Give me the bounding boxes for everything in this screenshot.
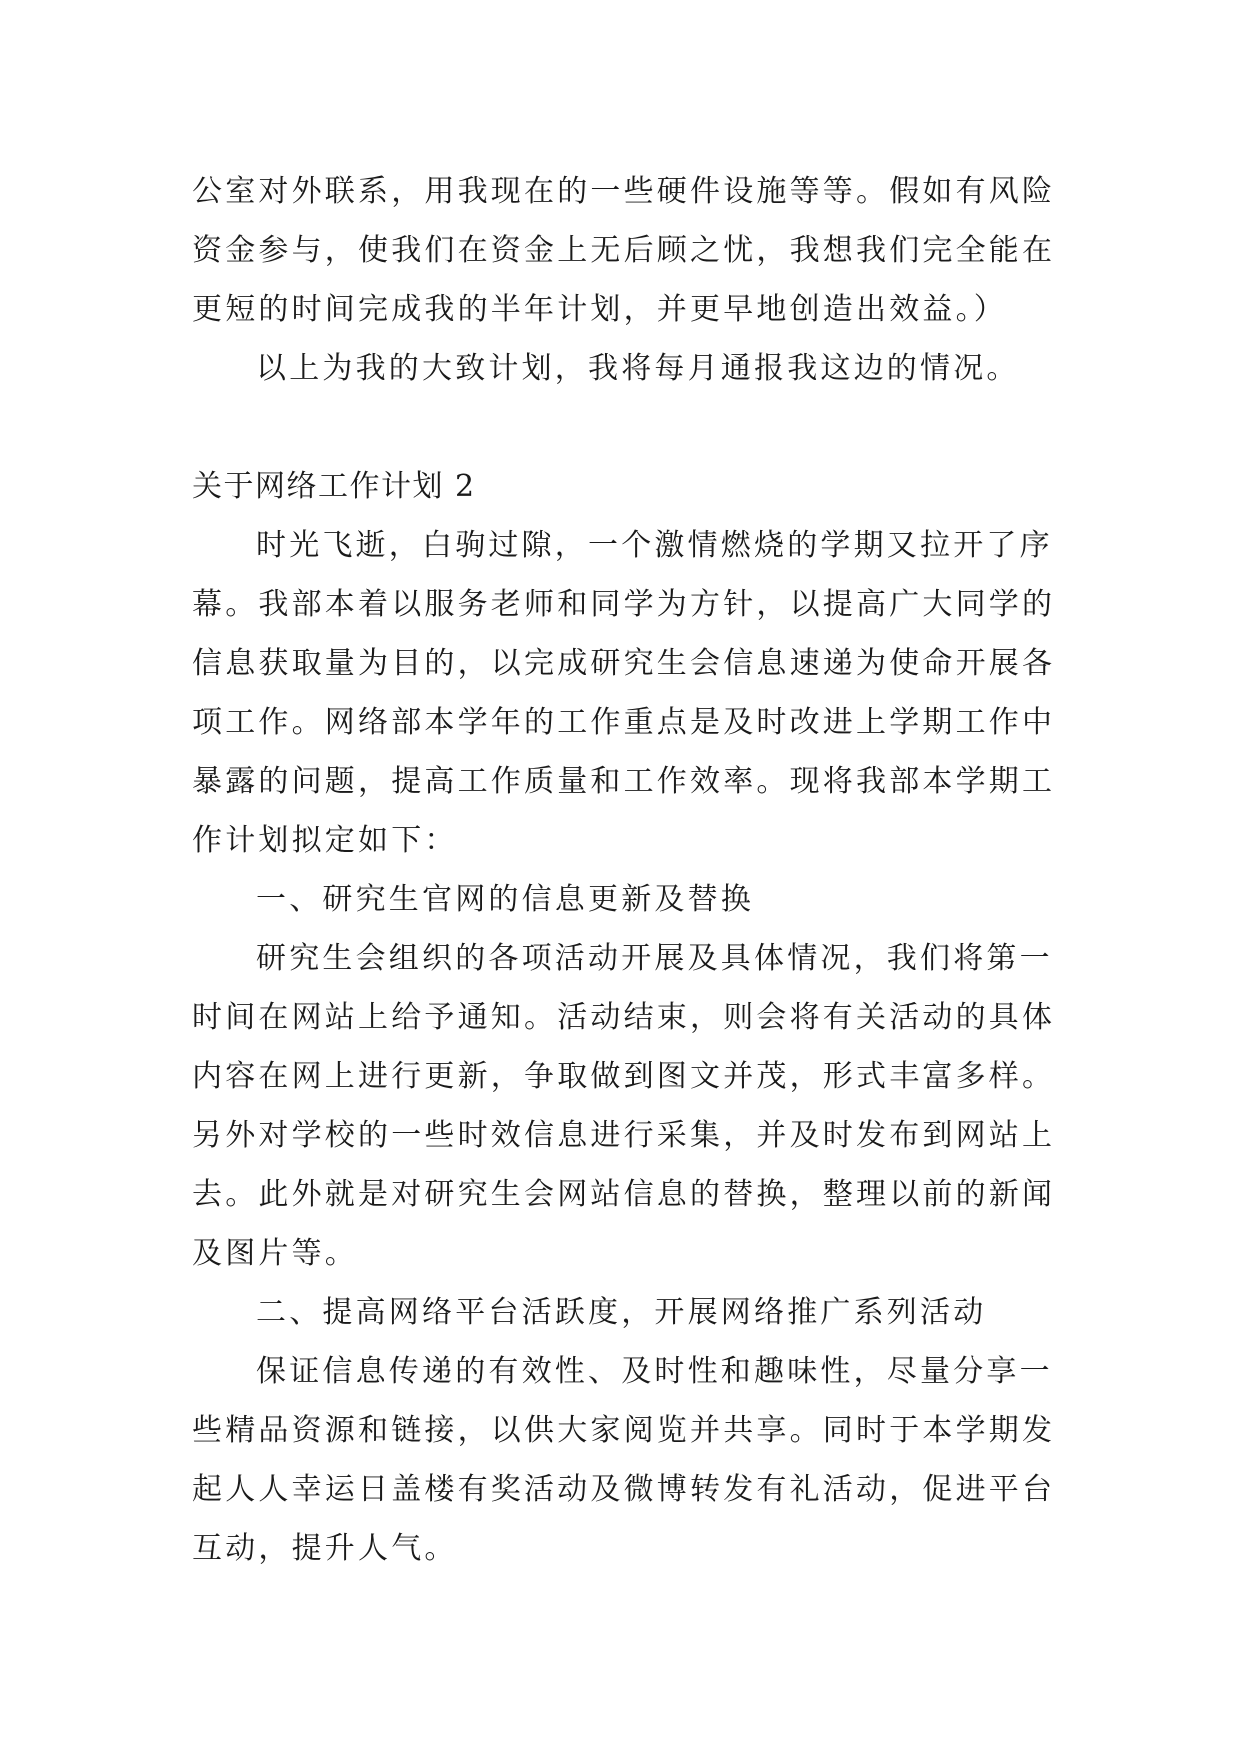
section-title: 关于网络工作计划 2 [192, 469, 476, 504]
paragraph-line: 更短的时间完成我的半年计划，并更早地创造出效益。） [192, 292, 1007, 327]
section-gap [192, 398, 1062, 457]
paragraph-line: 去。此外就是对研究生会网站信息的替换，整理以前的新闻 [192, 1177, 1056, 1212]
document-page [192, 162, 1062, 1578]
paragraph-line: 起人人幸运日盖楼有奖活动及微博转发有礼活动，促进平台 [192, 1472, 1056, 1507]
closing-line: 以上为我的大致计划，我将每月通报我这边的情况。 [256, 351, 1020, 386]
paragraph-line: 另外对学校的一些时效信息进行采集，并及时发布到网站上 [192, 1118, 1056, 1153]
paragraph-line: 时光飞逝，白驹过隙，一个激情燃烧的学期又拉开了序 [256, 528, 1053, 563]
paragraph-line: 暴露的问题，提高工作质量和工作效率。现将我部本学期工 [192, 764, 1056, 799]
paragraph-line: 些精品资源和链接，以供大家阅览并共享。同时于本学期发 [192, 1413, 1056, 1448]
paragraph-line: 公室对外联系，用我现在的一些硬件设施等等。假如有风险 [192, 174, 1056, 209]
paragraph-line: 信息获取量为目的，以完成研究生会信息速递为使命开展各 [192, 646, 1056, 681]
paragraph-line: 互动，提升人气。 [192, 1531, 458, 1566]
paragraph-line: 作计划拟定如下： [192, 823, 458, 858]
paragraph-line: 研究生会组织的各项活动开展及具体情况，我们将第一 [256, 941, 1053, 976]
paragraph-line: 内容在网上进行更新，争取做到图文并茂，形式丰富多样。 [192, 1059, 1056, 1094]
paragraph-line: 幕。我部本着以服务老师和同学为方针，以提高广大同学的 [192, 587, 1056, 622]
paragraph-line: 资金参与，使我们在资金上无后顾之忧，我想我们完全能在 [192, 233, 1056, 268]
paragraph-line: 时间在网站上给予通知。活动结束，则会将有关活动的具体 [192, 1000, 1056, 1035]
item-2-title: 二、提高网络平台活跃度，开展网络推广系列活动 [256, 1295, 987, 1330]
paragraph-line: 及图片等。 [192, 1236, 358, 1271]
item-1-title: 一、研究生官网的信息更新及替换 [256, 882, 754, 917]
paragraph-line: 保证信息传递的有效性、及时性和趣味性，尽量分享一 [256, 1354, 1053, 1389]
paragraph-line: 项工作。网络部本学年的工作重点是及时改进上学期工作中 [192, 705, 1056, 740]
